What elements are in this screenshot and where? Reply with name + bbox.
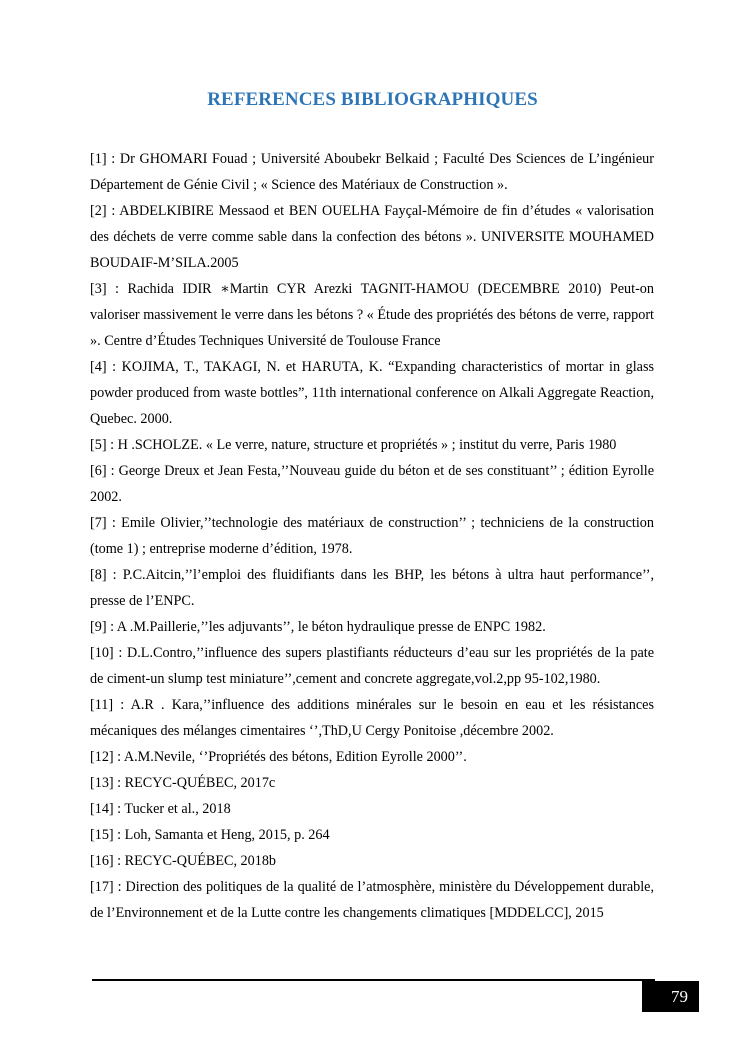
reference-item-17: [17] : Direction des politiques de la qualité de l’atmosphère, ministère du Développement durable, de l’Environnement et de la Lutte contre les changements climatiques [MDDELCC], 2015	[90, 879, 654, 921]
reference-item-7: [7] : Emile Olivier,’’technologie des matériaux de construction’’ ; techniciens de la construction (tome 1) ; entreprise moderne d’édition, 1978.	[90, 515, 654, 557]
reference-item-13: [13] : RECYC-QUÉBEC, 2017c	[90, 775, 276, 791]
reference-item-12: [12] : A.M.Nevile, ‘’Propriétés des bétons, Edition Eyrolle 2000’’.	[90, 749, 467, 765]
reference-item-8: [8] : P.C.Aitcin,’’l’emploi des fluidifiants dans les BHP, les bétons à ultra haut performance’’, presse de l’ENPC.	[90, 567, 654, 609]
reference-item-2: [2] : ABDELKIBIRE Messaod et BEN OUELHA Fayçal-Mémoire de fin d’études « valorisation des déchets de verre comme sable dans la confection des bétons ». UNIVERSITE MOUHAMED BOUDAIF-M’SILA.2005	[90, 203, 654, 271]
reference-item-11: [11] : A.R . Kara,’’influence des additions minérales sur le besoin en eau et les résistances mécaniques des mélanges cimentaires ‘’,ThD,U Cergy Ponitoise ,décembre 2002.	[90, 697, 654, 739]
reference-item-1: [1] : Dr GHOMARI Fouad ; Université Aboubekr Belkaid ; Faculté Des Sciences de L’ingénieur Département de Génie Civil ; « Science des Matériaux de Construction ».	[90, 151, 654, 193]
reference-item-3: [3] : Rachida IDIR ∗Martin CYR Arezki TAGNIT-HAMOU (DECEMBRE 2010) Peut-on valoriser massivement le verre dans les bétons ? « Étude des propriétés des bétons de verre, rapport ». Centre d’Études Techniques Université de Toulouse France	[90, 281, 654, 349]
reference-item-5: [5] : H .SCHOLZE. « Le verre, nature, structure et propriétés » ; institut du verre, Paris 1980	[90, 437, 617, 453]
page-number: 79	[642, 981, 699, 1012]
reference-item-9: [9] : A .M.Paillerie,’’les adjuvants’’, le béton hydraulique presse de ENPC 1982.	[90, 619, 546, 635]
reference-item-4: [4] : KOJIMA, T., TAKAGI, N. et HARUTA, K. “Expanding characteristics of mortar in glass powder produced from waste bottles”, 11th international conference on Alkali Aggregate Reaction, Quebec. 2000.	[90, 359, 654, 427]
page-title: REFERENCES BIBLIOGRAPHIQUES	[207, 89, 538, 110]
reference-list	[90, 146, 654, 926]
footer-divider	[92, 979, 655, 981]
reference-item-15: [15] : Loh, Samanta et Heng, 2015, p. 264	[90, 827, 330, 843]
reference-item-10: [10] : D.L.Contro,’’influence des supers plastifiants réducteurs d’eau sur les propriétés de la pate de ciment-un slump test miniature’’,cement and concrete aggregate,vol.2,pp 95-102,1980.	[90, 645, 654, 687]
reference-item-6: [6] : George Dreux et Jean Festa,’’Nouveau guide du béton et de ses constituant’’ ; édition Eyrolle 2002.	[90, 463, 654, 505]
reference-item-14: [14] : Tucker et al., 2018	[90, 801, 231, 817]
reference-item-16: [16] : RECYC-QUÉBEC, 2018b	[90, 853, 277, 869]
